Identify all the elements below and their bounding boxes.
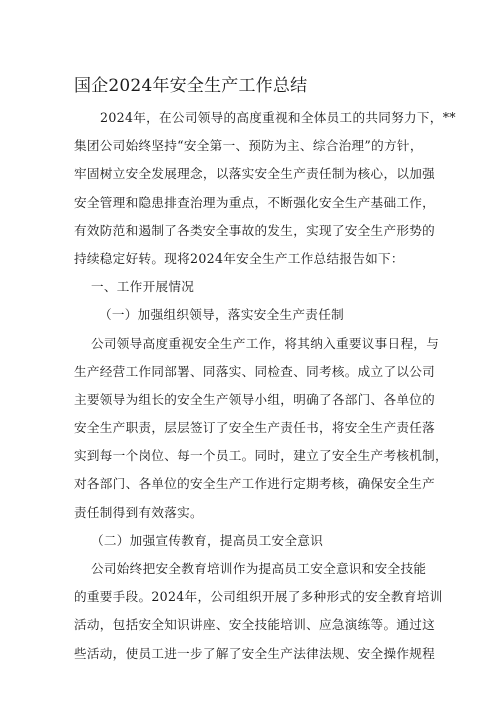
document-title: 国企2024年安全生产工作总结 bbox=[74, 76, 308, 96]
document-body bbox=[74, 104, 456, 668]
paragraph-line: 有效防范和遏制了各类安全事故的发生，实现了安全生产形势的 bbox=[74, 222, 436, 238]
subsection-heading: （一）加强组织领导，落实安全生产责任制 bbox=[99, 307, 344, 323]
paragraph-line: 主要领导为组长的安全生产领导小组，明确了各部门、各单位的 bbox=[74, 391, 436, 407]
paragraph-line: 些活动，使员工进一步了解了安全生产法律法规、安全操作规程 bbox=[74, 645, 436, 661]
paragraph-line: 2024年，在公司领导的高度重视和全体员工的共同努力下，** bbox=[100, 110, 456, 125]
paragraph-line: 安全管理和隐患排查治理为重点，不断强化安全生产基础工作， bbox=[74, 194, 436, 210]
paragraph-line: 公司始终把安全教育培训作为提高员工安全意识和安全技能 bbox=[91, 561, 427, 576]
paragraph-line: 牢固树立安全发展理念，以落实安全生产责任制为核心，以加强 bbox=[74, 166, 436, 182]
paragraph-line: 对各部门、各单位的安全生产工作进行定期考核，确保安全生产 bbox=[74, 476, 436, 492]
paragraph-line: 实到每一个岗位、每一个员工。同时，建立了安全生产考核机制， bbox=[74, 448, 448, 464]
paragraph-line: 责任制得到有效落实。 bbox=[74, 504, 203, 520]
paragraph-line: 集团公司始终坚持“安全第一、预防为主、综合治理”的方针， bbox=[74, 138, 423, 154]
paragraph-line: 活动，包括安全知识讲座、安全技能培训、应急演练等。通过这 bbox=[74, 617, 436, 633]
paragraph-line: 持续稳定好转。现将2024年安全生产工作总结报告如下： bbox=[74, 250, 404, 266]
section-heading: 一、工作开展情况 bbox=[91, 279, 195, 295]
subsection-heading: （二）加强宣传教育，提高员工安全意识 bbox=[91, 532, 324, 548]
paragraph-line: 公司领导高度重视安全生产工作，将其纳入重要议事日程，与 bbox=[91, 335, 440, 351]
paragraph-line: 生产经营工作同部署、同落实、同检查、同考核。成立了以公司 bbox=[74, 363, 436, 379]
paragraph-line: 安全生产职责，层层签订了安全生产责任书，将安全生产责任落 bbox=[74, 420, 436, 436]
paragraph-line: 的重要手段。2024年，公司组织开展了多种形式的安全教育培训 bbox=[74, 589, 443, 605]
